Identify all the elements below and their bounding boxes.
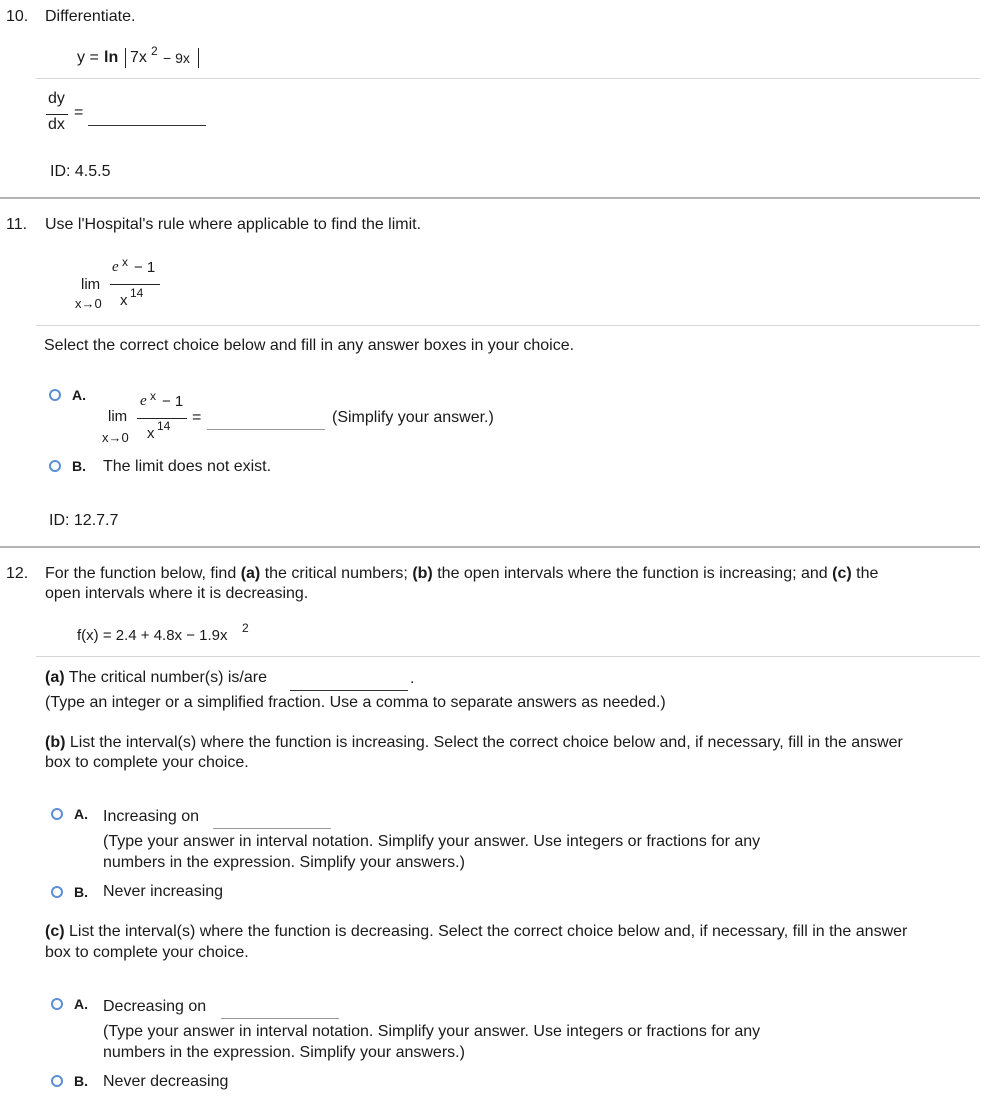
- c-choice-b-text: Never decreasing: [103, 1073, 229, 1090]
- choice-a-num-e: e: [140, 393, 147, 409]
- lhs-equals: =: [74, 104, 84, 121]
- radio-decreasing-a[interactable]: [51, 998, 63, 1010]
- eq-ln: ln: [104, 49, 119, 66]
- part-b-prompt: [45, 734, 903, 752]
- radio-increasing-a[interactable]: [51, 808, 63, 820]
- eq-y: y =: [77, 49, 99, 66]
- question-separator: [0, 546, 980, 548]
- b-choice-a-text: Increasing on: [103, 808, 200, 825]
- eq-arg-b: − 9x: [163, 50, 190, 66]
- part-b-line-2: box to complete your choice.: [45, 754, 249, 771]
- prompt-tag-c: (c): [832, 565, 852, 582]
- function-exp: 2: [242, 621, 249, 635]
- abs-bar-right: [198, 48, 199, 68]
- radio-choice-a[interactable]: [49, 389, 61, 401]
- question-id: ID: 4.5.5: [50, 163, 111, 180]
- prompt-segment: the critical numbers;: [264, 565, 408, 582]
- part-c-tag: (c): [45, 923, 65, 940]
- divider: [36, 78, 980, 79]
- lim-sub: x→0: [75, 296, 102, 311]
- part-a-period: .: [410, 670, 415, 687]
- choice-a-num-rest: − 1: [162, 393, 184, 410]
- lhs-dy: dy: [48, 90, 65, 107]
- choice-a-hint: (Simplify your answer.): [332, 409, 494, 426]
- denominator-base: x: [120, 292, 128, 309]
- eq-arg-exp: 2: [151, 44, 158, 58]
- divider: [36, 325, 980, 326]
- b-choice-b-text: Never increasing: [103, 883, 224, 900]
- part-a-tag: (a): [45, 669, 65, 686]
- question-prompt: Differentiate.: [45, 8, 136, 25]
- radio-decreasing-b[interactable]: [51, 1075, 63, 1087]
- choice-b-text: The limit does not exist.: [103, 458, 272, 475]
- numerator-exp: x: [122, 255, 128, 269]
- answer-input-limit[interactable]: [207, 429, 325, 430]
- c-choice-a-text: Decreasing on: [103, 998, 207, 1015]
- choice-a-den-base: x: [147, 425, 155, 442]
- lim-word: lim: [81, 276, 101, 293]
- part-c-line-2: box to complete your choice.: [45, 944, 249, 961]
- prompt-segment: the: [856, 565, 879, 582]
- part-a-prompt: [45, 669, 267, 687]
- choice-b-label: B.: [72, 458, 86, 474]
- eq-arg-a: 7x: [130, 49, 147, 66]
- question-number: 10.: [6, 8, 29, 25]
- choice-a-lim-sub: x→0: [102, 430, 129, 445]
- abs-bar-left: [125, 48, 126, 68]
- c-choice-b-label: B.: [74, 1073, 88, 1089]
- answer-input-decreasing[interactable]: [221, 1018, 339, 1019]
- numerator-rest: − 1: [134, 259, 156, 276]
- choice-a-equals: =: [192, 409, 202, 426]
- function-expression: f(x) = 2.4 + 4.8x − 1.9x: [77, 627, 228, 644]
- prompt-tag-b: (b): [412, 565, 433, 582]
- part-b-line-1: List the interval(s) where the function is increasing. Select the correct choice below and, if necessary, fill in the answer: [69, 734, 903, 751]
- part-a-hint: (Type an integer or a simplified fraction. Use a comma to separate answers as needed.): [45, 694, 666, 711]
- choice-a-label: A.: [72, 387, 86, 403]
- prompt-segment: the open intervals where the function is increasing; and: [437, 565, 828, 582]
- numerator-e: e: [112, 259, 119, 275]
- b-choice-a-label: A.: [74, 806, 88, 822]
- question-prompt-line-1: [45, 565, 878, 583]
- answer-input-dydx[interactable]: [88, 125, 206, 126]
- divider: [36, 656, 980, 657]
- b-choice-b-label: B.: [74, 884, 88, 900]
- question-id: ID: 12.7.7: [49, 512, 119, 529]
- c-choice-a-hint-2: numbers in the expression. Simplify your answers.): [103, 1044, 465, 1061]
- b-choice-a-hint-2: numbers in the expression. Simplify your answers.): [103, 854, 465, 871]
- question-separator: [0, 197, 980, 199]
- choice-a-num-exp: x: [150, 389, 156, 403]
- part-c-line-1: List the interval(s) where the function is decreasing. Select the correct choice below and, if necessary, fill in the answer: [69, 923, 908, 940]
- question-number: 12.: [6, 565, 29, 582]
- part-c-prompt: [45, 923, 907, 941]
- choice-a-lim: lim: [108, 408, 128, 425]
- part-b-tag: (b): [45, 734, 66, 751]
- c-choice-a-hint-1: (Type your answer in interval notation. Simplify your answer. Use integers or fractions for any: [103, 1023, 761, 1040]
- radio-increasing-b[interactable]: [51, 886, 63, 898]
- denominator-exp: 14: [130, 286, 144, 300]
- lhs-fraction-bar: [46, 114, 68, 115]
- answer-input-critical-numbers[interactable]: [290, 690, 408, 691]
- choice-a-den-exp: 14: [157, 419, 171, 433]
- radio-choice-b[interactable]: [49, 460, 61, 472]
- b-choice-a-hint-1: (Type your answer in interval notation. Simplify your answer. Use integers or fractions for any: [103, 833, 761, 850]
- question-prompt: Use l'Hospital's rule where applicable to find the limit.: [45, 216, 422, 233]
- prompt-tag-a: (a): [240, 565, 261, 582]
- c-choice-a-label: A.: [74, 996, 88, 1012]
- question-prompt-line-2: open intervals where it is decreasing.: [45, 585, 309, 602]
- part-a-text: The critical number(s) is/are: [68, 669, 267, 686]
- answer-input-increasing[interactable]: [213, 828, 331, 829]
- question-number: 11.: [6, 216, 28, 233]
- lhs-dx: dx: [48, 116, 65, 133]
- fraction-bar: [110, 284, 160, 285]
- prompt-segment: For the function below, find: [45, 565, 237, 582]
- instruction: Select the correct choice below and fill in any answer boxes in your choice.: [44, 337, 575, 354]
